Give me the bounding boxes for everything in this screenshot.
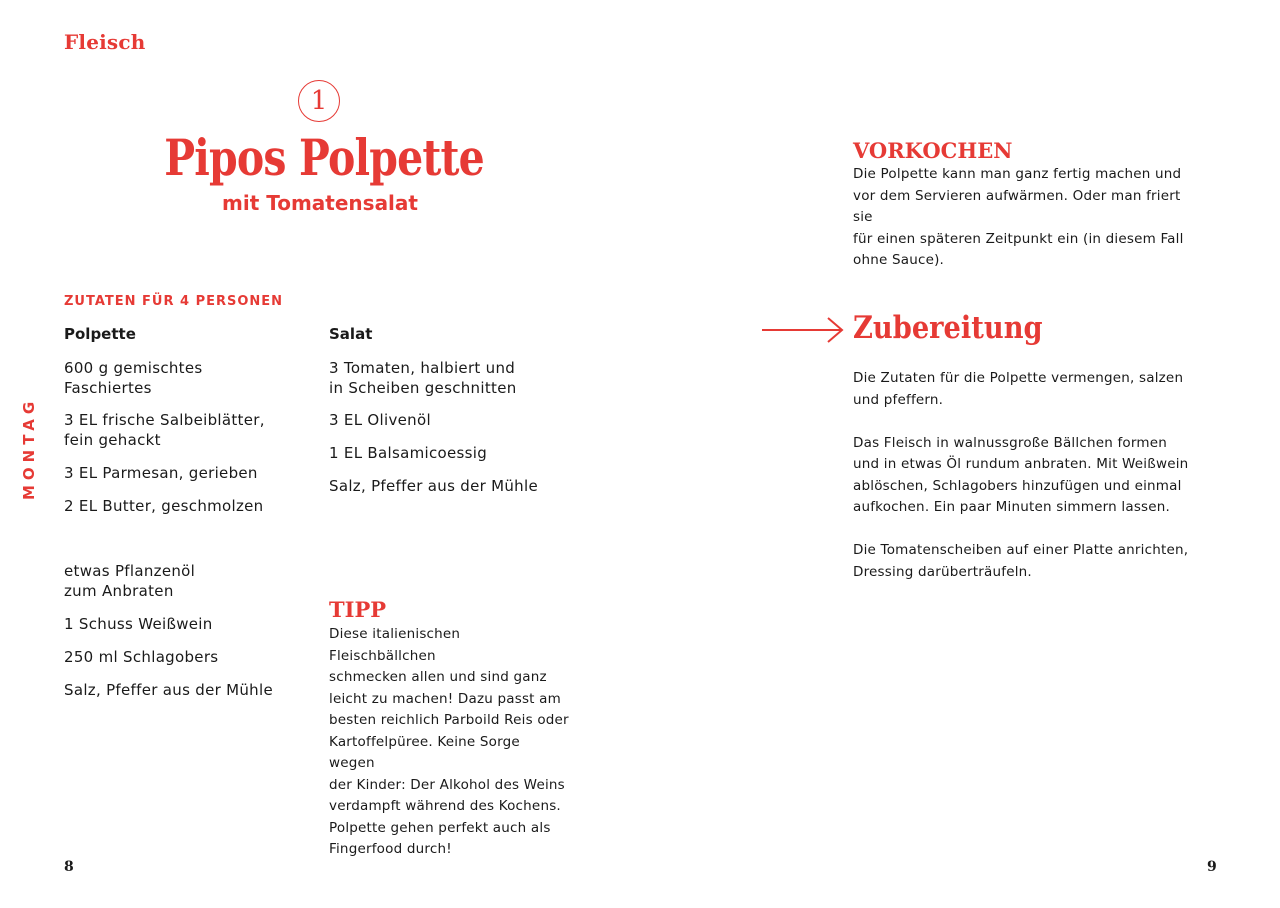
recipe-number: 1: [310, 86, 328, 116]
salat-item: 3 Tomaten, halbiert und in Scheiben geschnitten: [329, 359, 517, 397]
polpette-item: 1 Schuss Weißwein: [64, 615, 213, 633]
zubereitung-step: Die Tomatenscheiben auf einer Platte anrichten, Dressing darüberträufeln.: [853, 542, 1189, 580]
tipp-heading: TIPP: [329, 597, 387, 622]
salat-heading: Salat: [329, 325, 373, 343]
polpette-item: 2 EL Butter, geschmolzen: [64, 497, 264, 515]
zubereitung-steps: [853, 368, 1193, 605]
polpette-item: 250 ml Schlagobers: [64, 648, 219, 666]
polpette-item: Salz, Pfeffer aus der Mühle: [64, 681, 273, 699]
salat-item: Salz, Pfeffer aus der Mühle: [329, 477, 538, 495]
vorkochen-heading: VORKOCHEN: [853, 138, 1013, 163]
recipe-title: Pipos Polpette: [164, 128, 484, 187]
polpette-heading: Polpette: [64, 325, 136, 343]
polpette-item: 3 EL Parmesan, gerieben: [64, 464, 258, 482]
arrow-right-icon: [762, 316, 846, 344]
ingredients-heading: ZUTATEN FÜR 4 PERSONEN: [64, 294, 284, 309]
recipe-number-badge: [298, 80, 340, 122]
weekday-side-label: MONTAG: [20, 396, 38, 500]
zubereitung-step: Die Zutaten für die Polpette vermengen, salzen und pfeffern.: [853, 370, 1184, 408]
zubereitung-step: Das Fleisch in walnussgroße Bällchen formen und in etwas Öl rundum anbraten. Mit Weißwein ablöschen, Schlagobers hinzufügen und einmal aufkochen. Ein paar Minuten simmern lassen.: [853, 434, 1189, 515]
tipp-text: Diese italienischen Fleischbällchen schmecken allen und sind ganz leicht zu machen! Dazu passt am besten reichlich Parboild Reis oder Kartoffelpüree. Keine Sorge wegen der Kinder: Der Alkohol des Weins verdampft während des Kochens. Polpette gehen perfekt auch als Fingerfood durch!: [329, 626, 569, 857]
recipe-subtitle: mit Tomatensalat: [222, 191, 418, 215]
polpette-item: etwas Pflanzenöl zum Anbraten: [64, 562, 196, 600]
vorkochen-text: Die Polpette kann man ganz fertig machen und vor dem Servieren aufwärmen. Oder man friert sie für einen späteren Zeitpunkt ein (in diesem Fall ohne Sauce).: [853, 166, 1184, 268]
polpette-item: 600 g gemischtes Faschiertes: [64, 359, 203, 397]
salat-item: 3 EL Olivenöl: [329, 411, 431, 429]
zubereitung-heading: Zubereitung: [853, 310, 1043, 346]
page-number-right: 9: [1207, 859, 1217, 875]
salat-item: 1 EL Balsamicoessig: [329, 444, 488, 462]
category-label: Fleisch: [64, 30, 146, 54]
polpette-item: 3 EL frische Salbeiblätter, fein gehackt: [64, 411, 265, 449]
page-number-left: 8: [64, 859, 74, 875]
